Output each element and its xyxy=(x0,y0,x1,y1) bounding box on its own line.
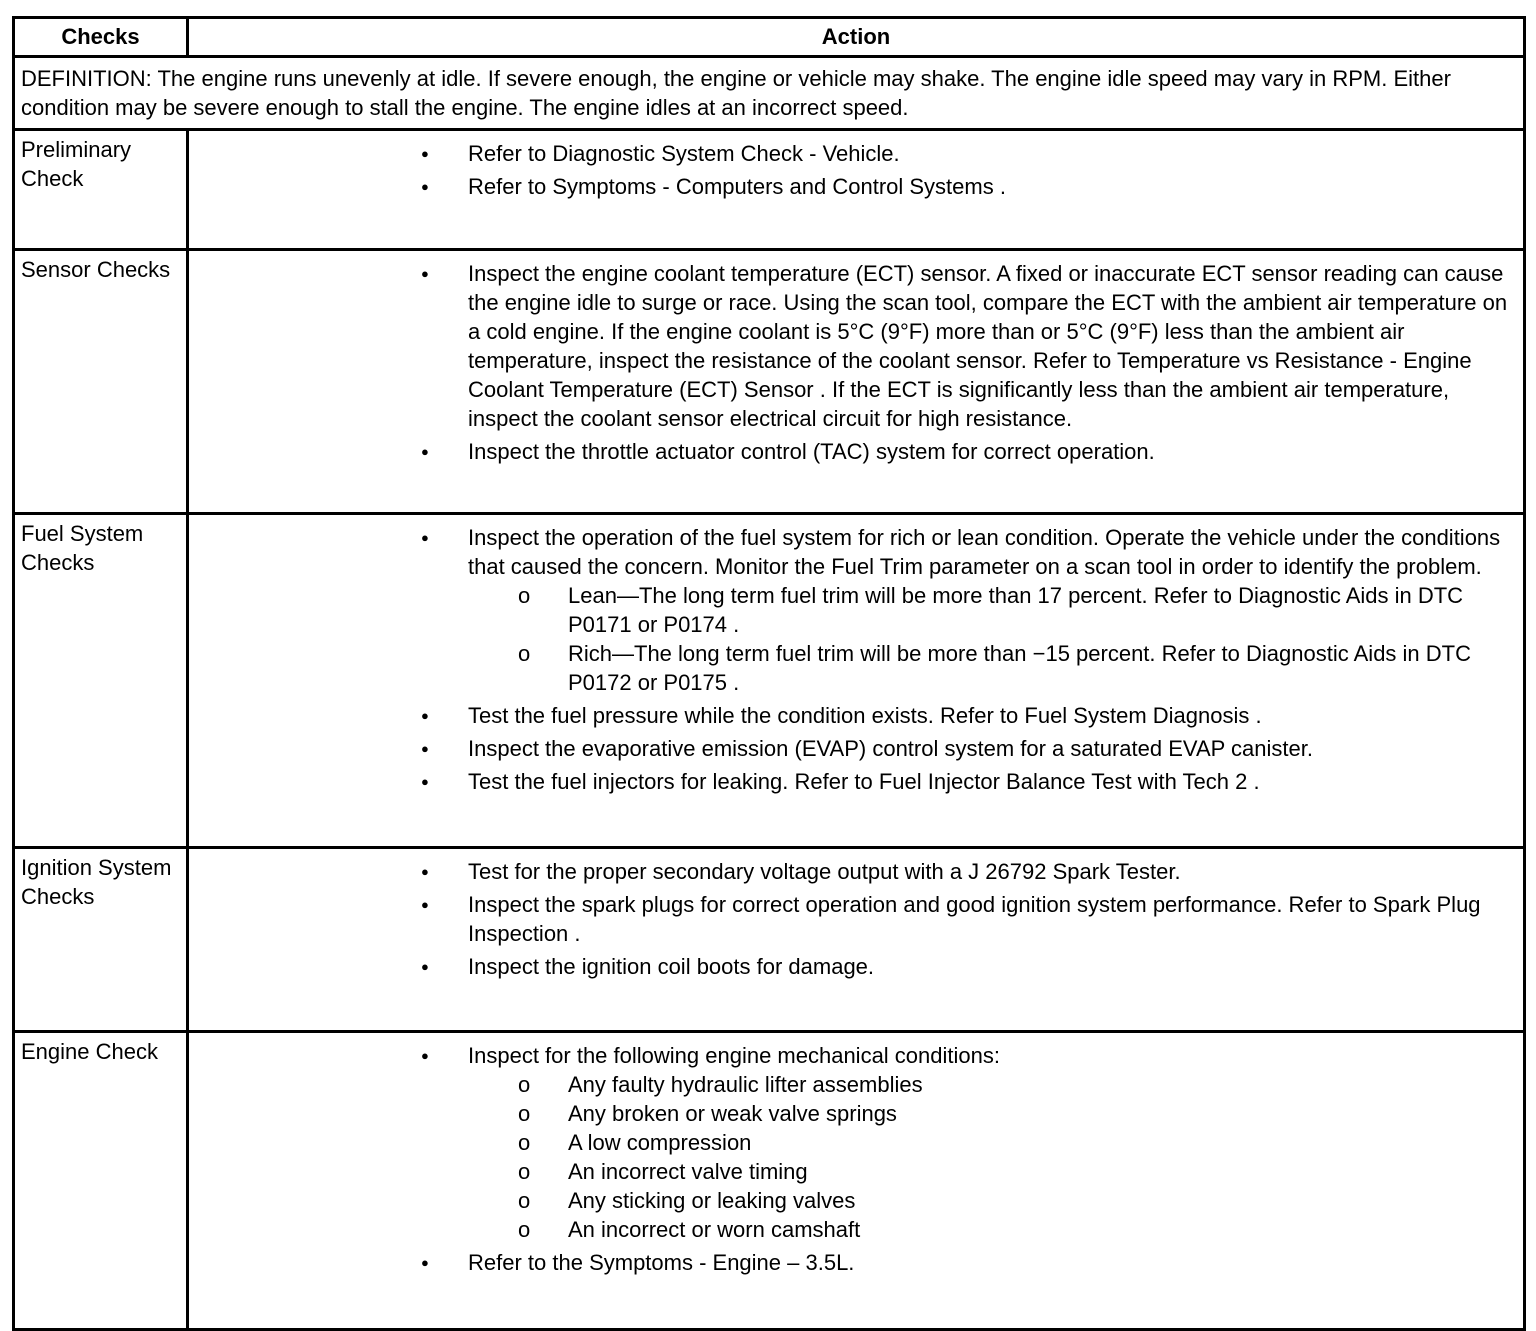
table-row xyxy=(14,1032,1525,1330)
action-cell xyxy=(188,514,1525,848)
sub-list-item: o A low compression xyxy=(468,1128,1517,1157)
list-item: ● Refer to Symptoms - Computers and Control Systems . xyxy=(189,172,1517,201)
definition-text: DEFINITION: The engine runs unevenly at idle. If severe enough, the engine or vehicle may shake. The engine idle speed may vary in RPM. Either condition may be severe enough to stall the engine. The engine idles at an incorrect speed. xyxy=(14,57,1525,130)
sub-list-item: o Lean—The long term fuel trim will be more than 17 percent. Refer to Diagnostic Aids in DTC P0171 or P0174 . xyxy=(468,581,1517,639)
table-row xyxy=(14,514,1525,848)
action-cell xyxy=(188,848,1525,1032)
sub-list xyxy=(468,581,1517,697)
list-item xyxy=(189,523,1517,697)
bullet-list xyxy=(189,1041,1517,1277)
row-label-preliminary-check: Preliminary Check xyxy=(14,130,188,250)
list-item-text: Inspect for the following engine mechanical conditions: xyxy=(468,1043,1000,1068)
list-item: ● Test for the proper secondary voltage output with a J 26792 Spark Tester. xyxy=(189,857,1517,886)
row-label-engine-check: Engine Check xyxy=(14,1032,188,1330)
row-label-ignition-system-checks: Ignition System Checks xyxy=(14,848,188,1032)
header-row xyxy=(14,18,1525,57)
list-item-text: Inspect the operation of the fuel system for rich or lean condition. Operate the vehicle under the conditions that caused the concern. Monitor the Fuel Trim parameter on a scan tool in order to identify the problem. xyxy=(468,525,1501,579)
action-header: Action xyxy=(188,18,1525,57)
list-item: ● Test the fuel pressure while the condition exists. Refer to Fuel System Diagnosis . xyxy=(189,701,1517,730)
sub-list-item: o An incorrect valve timing xyxy=(468,1157,1517,1186)
bullet-list xyxy=(189,523,1517,796)
list-item: ● Inspect the engine coolant temperature (ECT) sensor. A fixed or inaccurate ECT sensor reading can cause the engine idle to surge or race. Using the scan tool, compare the ECT with the ambient air temperature on a cold engine. If the engine coolant is 5°C (9°F) more than or 5°C (9°F) less than the ambient air temperature, inspect the resistance of the coolant sensor. Refer to Temperature vs Resistance - Engine Coolant Temperature (ECT) Sensor . If the ECT is significantly less than the ambient air temperature, inspect the coolant sensor electrical circuit for high resistance. xyxy=(189,259,1517,433)
list-item: ● Refer to the Symptoms - Engine – 3.5L. xyxy=(189,1248,1517,1277)
sub-list-item: o An incorrect or worn camshaft xyxy=(468,1215,1517,1244)
list-item: ● Inspect the ignition coil boots for damage. xyxy=(189,952,1517,981)
sub-list-item: o Any faulty hydraulic lifter assemblies xyxy=(468,1070,1517,1099)
list-item: ● Inspect the throttle actuator control (TAC) system for correct operation. xyxy=(189,437,1517,466)
list-item: ● Inspect the spark plugs for correct operation and good ignition system performance. Refer to Spark Plug Inspection . xyxy=(189,890,1517,948)
list-item xyxy=(189,1041,1517,1244)
row-label-fuel-system-checks: Fuel System Checks xyxy=(14,514,188,848)
table-row xyxy=(14,848,1525,1032)
list-item: ● Inspect the evaporative emission (EVAP) control system for a saturated EVAP canister. xyxy=(189,734,1517,763)
definition-row xyxy=(14,57,1525,130)
sub-list-item: o Any sticking or leaking valves xyxy=(468,1186,1517,1215)
bullet-list xyxy=(189,139,1517,201)
list-item: ● Test the fuel injectors for leaking. Refer to Fuel Injector Balance Test with Tech 2 . xyxy=(189,767,1517,796)
table-row xyxy=(14,130,1525,250)
table-row xyxy=(14,250,1525,514)
list-item: ● Refer to Diagnostic System Check - Vehicle. xyxy=(189,139,1517,168)
row-label-sensor-checks: Sensor Checks xyxy=(14,250,188,514)
bullet-list xyxy=(189,259,1517,466)
action-cell xyxy=(188,1032,1525,1330)
sub-list-item: o Any broken or weak valve springs xyxy=(468,1099,1517,1128)
sub-list xyxy=(468,1070,1517,1244)
checks-header: Checks xyxy=(14,18,188,57)
bullet-list xyxy=(189,857,1517,981)
action-cell xyxy=(188,250,1525,514)
action-cell xyxy=(188,130,1525,250)
diagnostic-table xyxy=(12,16,1526,1331)
sub-list-item: o Rich—The long term fuel trim will be more than −15 percent. Refer to Diagnostic Aids in DTC P0172 or P0175 . xyxy=(468,639,1517,697)
